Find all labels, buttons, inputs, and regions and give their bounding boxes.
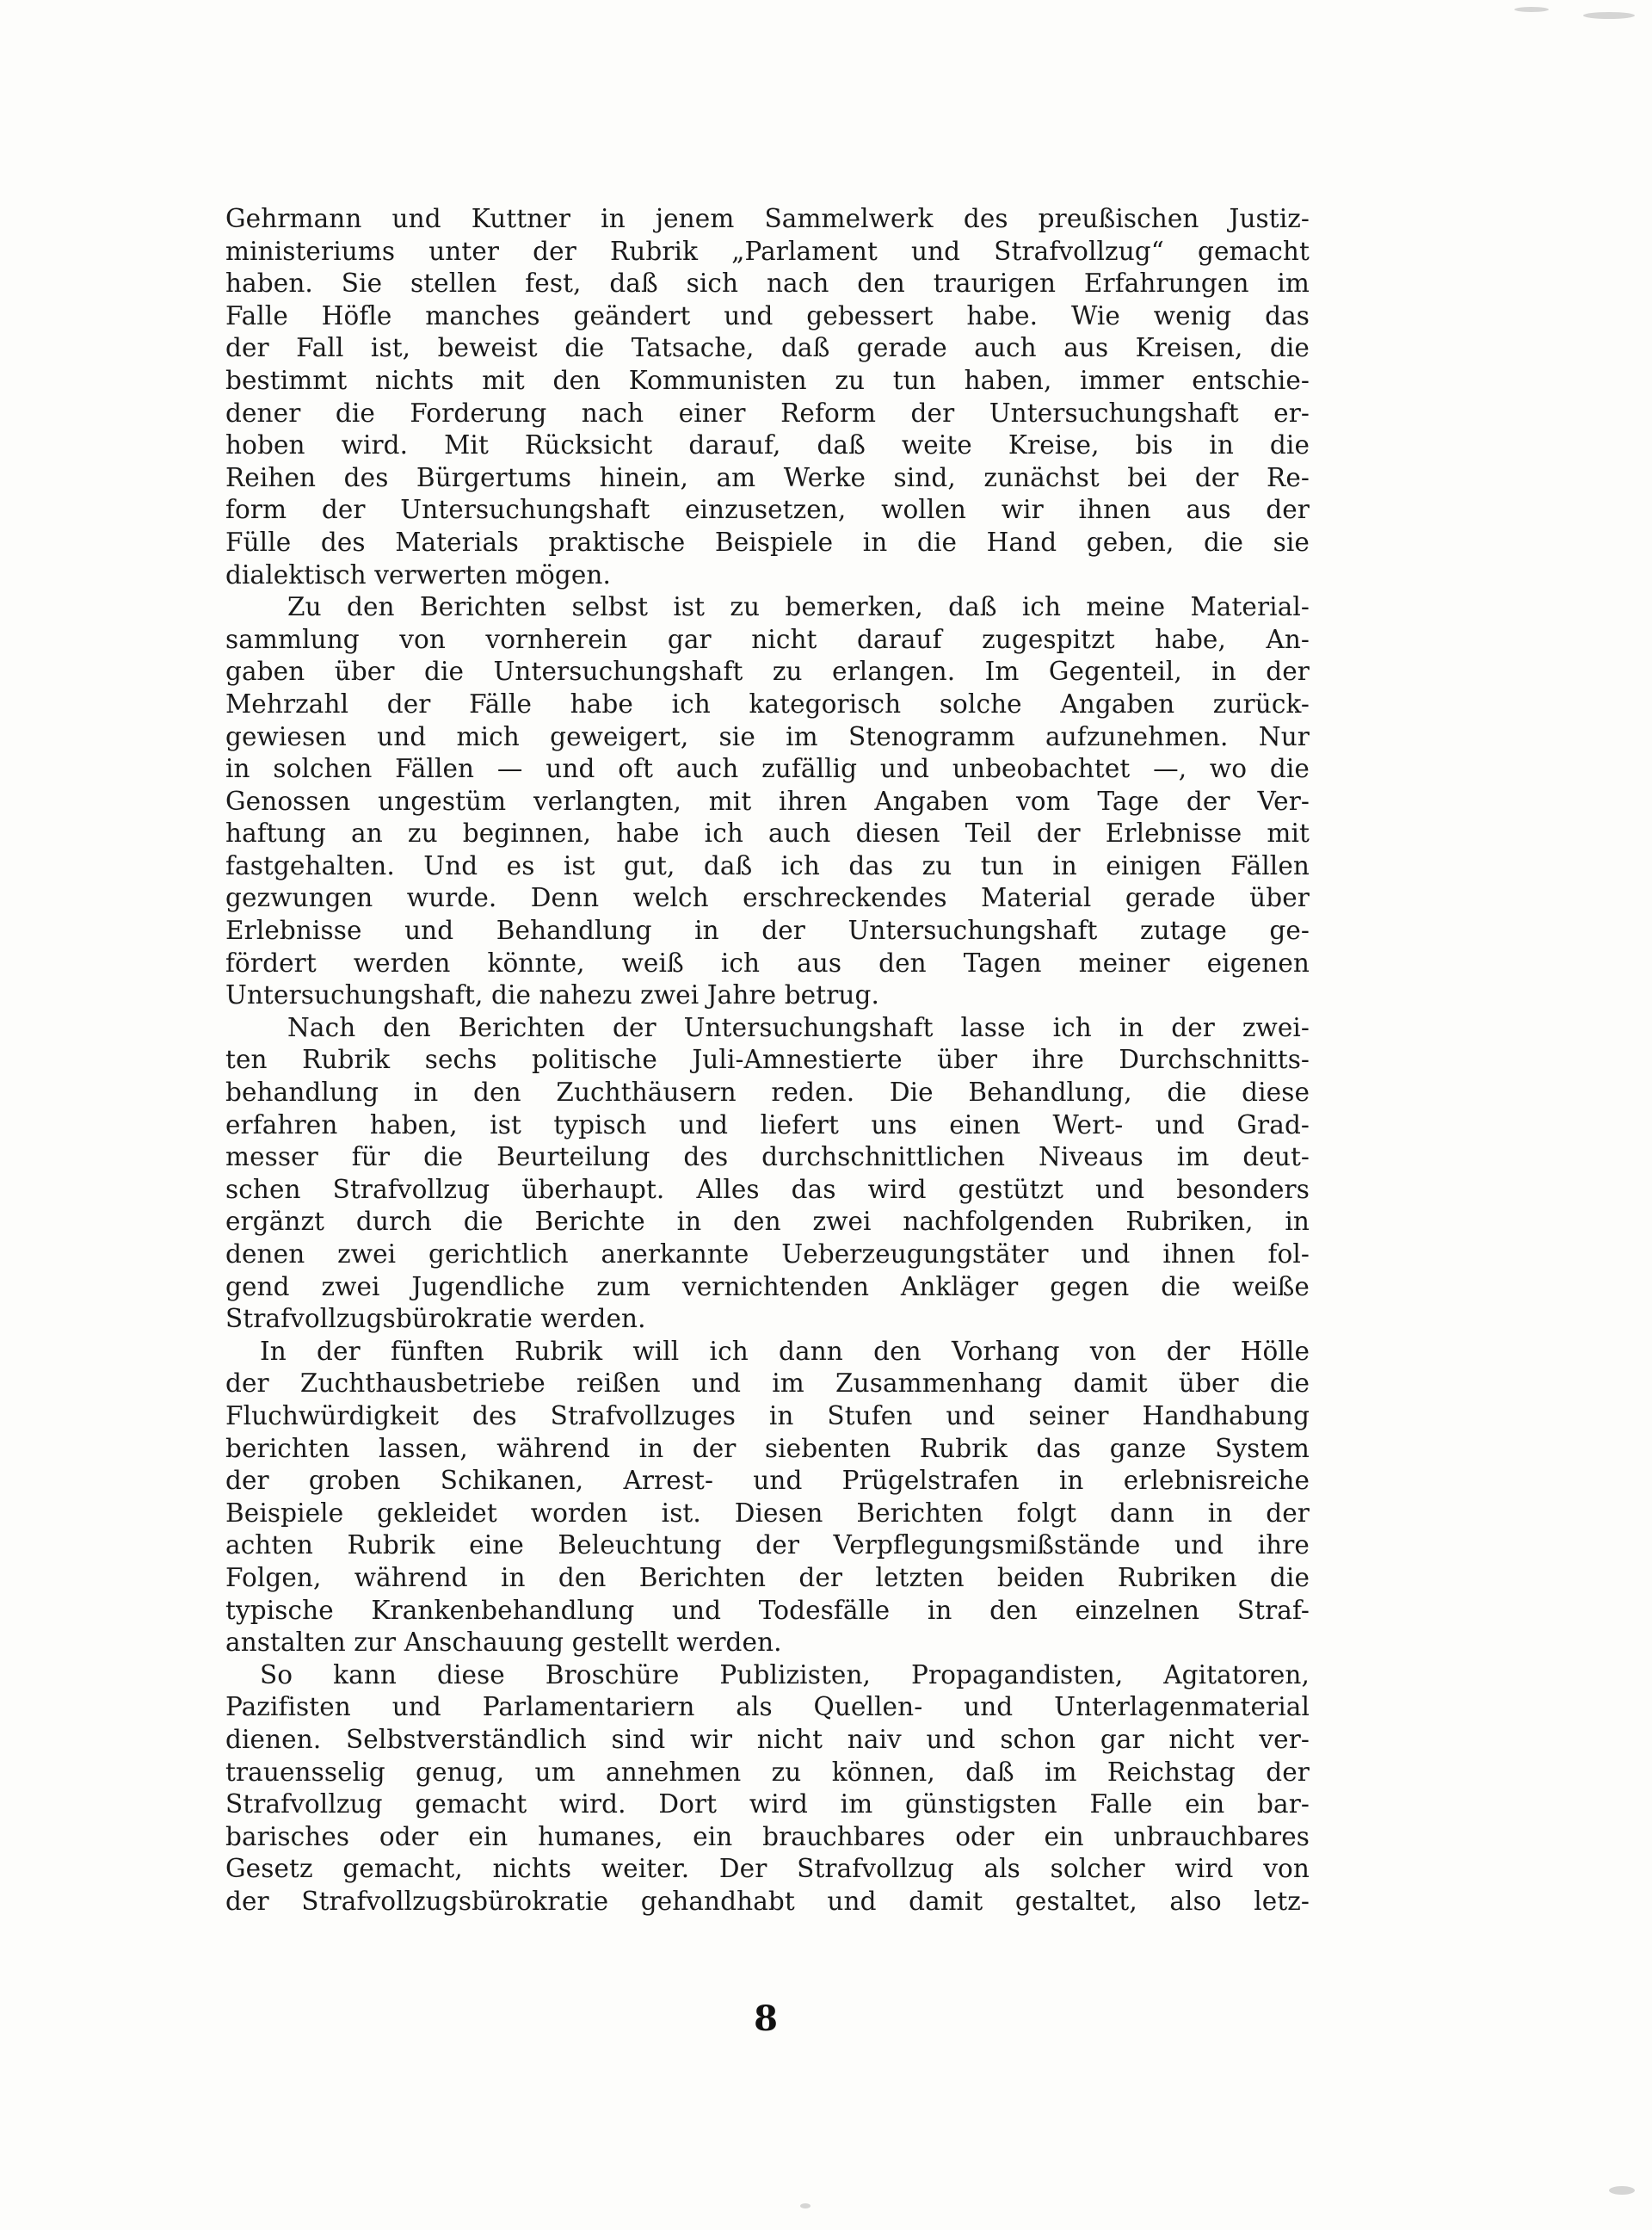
text-line: ten Rubrik sechs politische Juli-Amnestierte über ihre Durchschnitts-	[225, 1045, 1310, 1075]
scan-speck	[1583, 12, 1635, 19]
text-line: erfahren haben, ist typisch und liefert uns einen Wert- und Grad-	[225, 1109, 1310, 1140]
text-line: in solchen Fällen — und oft auch zufällig und unbeobachtet —, wo die	[225, 754, 1310, 784]
text-line: trauensselig genug, um annehmen zu können, daß im Reichstag der	[225, 1757, 1310, 1787]
text-line: dialektisch verwerten mögen.	[225, 559, 611, 590]
text-line: messer für die Beurteilung des durchschnittlichen Niveaus im deut-	[225, 1142, 1310, 1172]
paragraph-start-line: So kann diese Broschüre Publizisten, Propagandisten, Agitatoren,	[260, 1659, 1310, 1689]
text-line: Strafvollzugsbürokratie werden.	[225, 1304, 646, 1334]
text-line: sammlung von vornherein gar nicht darauf zugespitzt habe, An-	[225, 624, 1310, 654]
body-text	[225, 203, 1310, 1918]
text-line: dienen. Selbstverständlich sind wir nicht naiv und schon gar nicht ver-	[225, 1724, 1310, 1754]
text-line: Falle Höfle manches geändert und gebessert habe. Wie wenig das	[225, 300, 1310, 330]
text-line: dener die Forderung nach einer Reform der Untersuchungshaft er-	[225, 398, 1310, 428]
text-line: bestimmt nichts mit den Kommunisten zu tun haben, immer entschie-	[225, 365, 1310, 395]
text-line: gaben über die Untersuchungshaft zu erlangen. Im Gegenteil, in der	[225, 657, 1310, 687]
text-line: Fluchwürdigkeit des Strafvollzuges in Stufen und seiner Handhabung	[225, 1400, 1310, 1430]
scan-speck	[1514, 7, 1549, 12]
text-line: Gesetz gemacht, nichts weiter. Der Strafvollzug als solcher wird von	[225, 1854, 1310, 1884]
text-line: Erlebnisse und Behandlung in der Untersuchungshaft zutage ge-	[225, 916, 1310, 946]
text-line: denen zwei gerichtlich anerkannte Ueberzeugungstäter und ihnen fol-	[225, 1239, 1310, 1269]
text-line: form der Untersuchungshaft einzusetzen, wollen wir ihnen aus der	[225, 495, 1310, 525]
text-line: Strafvollzug gemacht wird. Dort wird im günstigsten Falle ein bar-	[225, 1789, 1310, 1819]
text-line: Beispiele gekleidet worden ist. Diesen Berichten folgt dann in der	[225, 1498, 1310, 1528]
text-line: der Zuchthausbetriebe reißen und im Zusammenhang damit über die	[225, 1368, 1310, 1399]
text-line: fördert werden könnte, weiß ich aus den Tagen meiner eigenen	[225, 948, 1310, 978]
scan-speck	[1609, 2186, 1635, 2195]
text-line: fastgehalten. Und es ist gut, daß ich das zu tun in einigen Fällen	[225, 850, 1310, 880]
text-line: barisches oder ein humanes, ein brauchbares oder ein unbrauchbares	[225, 1821, 1310, 1851]
text-line: Gehrmann und Kuttner in jenem Sammelwerk des preußischen Justiz-	[225, 204, 1310, 233]
text-line: Untersuchungshaft, die nahezu zwei Jahre betrug.	[225, 980, 879, 1010]
text-line: achten Rubrik eine Beleuchtung der Verpflegungsmißstände und ihre	[225, 1530, 1310, 1560]
text-line: haben. Sie stellen fest, daß sich nach den traurigen Erfahrungen im	[225, 269, 1310, 299]
paragraph-start-line: In der fünften Rubrik will ich dann den Vorhang von der Hölle	[260, 1336, 1310, 1366]
text-line: gewiesen und mich geweigert, sie im Stenogramm aufzunehmen. Nur	[225, 721, 1310, 751]
text-line: schen Strafvollzug überhaupt. Alles das wird gestützt und besonders	[225, 1174, 1310, 1204]
text-line: Fülle des Materials praktische Beispiele in die Hand geben, die sie	[225, 527, 1310, 557]
text-line: berichten lassen, während in der siebenten Rubrik das ganze System	[225, 1433, 1310, 1463]
text-line: anstalten zur Anschauung gestellt werden.	[225, 1628, 782, 1658]
text-line: hoben wird. Mit Rücksicht darauf, daß weite Kreise, bis in die	[225, 430, 1310, 460]
text-line: Reihen des Bürgertums hinein, am Werke sind, zunächst bei der Re-	[225, 462, 1310, 492]
text-line: haftung an zu beginnen, habe ich auch diesen Teil der Erlebnisse mit	[225, 818, 1310, 849]
text-line: gend zwei Jugendliche zum vernichtenden Ankläger gegen die weiße	[225, 1271, 1310, 1301]
text-line: Genossen ungestüm verlangten, mit ihren Angaben vom Tage der Ver-	[225, 786, 1310, 816]
paragraph-start-line: Nach den Berichten der Untersuchungshaft lasse ich in der zwei-	[287, 1012, 1310, 1042]
text-line: ergänzt durch die Berichte in den zwei nachfolgenden Rubriken, in	[225, 1207, 1310, 1237]
text-line: der groben Schikanen, Arrest- und Prügelstrafen in erlebnisreiche	[225, 1466, 1310, 1496]
text-line: typische Krankenbehandlung und Todesfälle in den einzelnen Straf-	[225, 1595, 1310, 1625]
scan-speck	[800, 2203, 811, 2208]
text-line: gezwungen wurde. Denn welch erschreckendes Material gerade über	[225, 883, 1310, 913]
text-line: Mehrzahl der Fälle habe ich kategorisch solche Angaben zurück-	[225, 689, 1310, 719]
text-line: Pazifisten und Parlamentariern als Quellen- und Unterlagenmaterial	[225, 1692, 1310, 1722]
text-line: der Fall ist, beweist die Tatsache, daß gerade auch aus Kreisen, die	[225, 333, 1310, 363]
paragraph-start-line: Zu den Berichten selbst ist zu bemerken, daß ich meine Material-	[287, 592, 1310, 622]
text-line: Folgen, während in den Berichten der letzten beiden Rubriken die	[225, 1562, 1310, 1592]
text-line: der Strafvollzugsbürokratie gehandhabt und damit gestaltet, also letz-	[225, 1886, 1310, 1916]
text-line: behandlung in den Zuchthäusern reden. Die Behandlung, die diese	[225, 1078, 1310, 1108]
text-line: ministeriums unter der Rubrik „Parlament und Strafvollzug“ gemacht	[225, 236, 1310, 266]
page-number: 8	[754, 1998, 778, 2039]
